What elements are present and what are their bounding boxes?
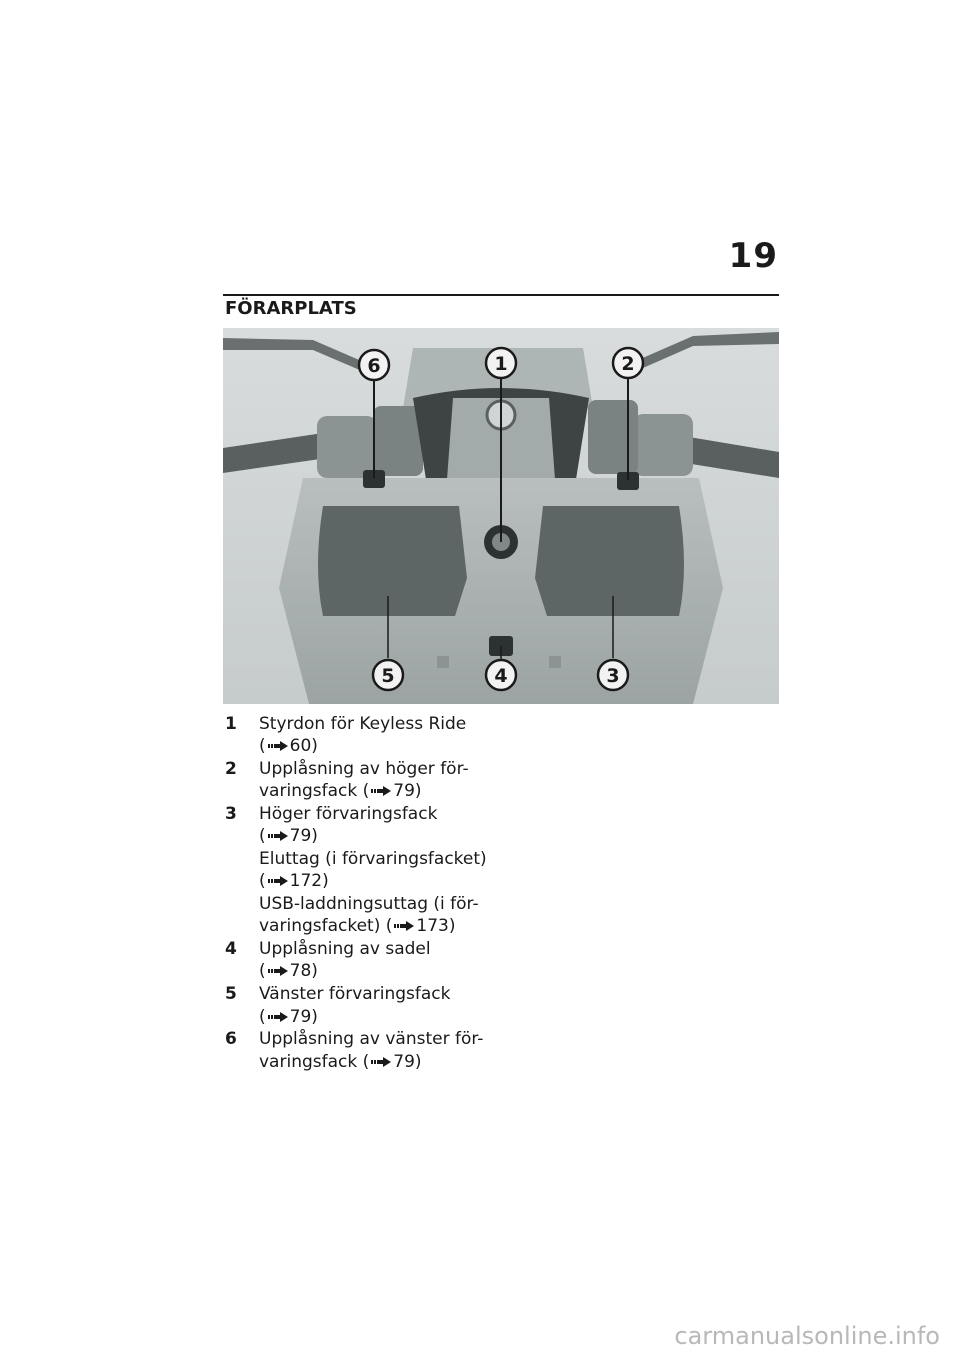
page-reference-arrow-icon	[394, 915, 414, 937]
page-reference-arrow-icon	[371, 780, 391, 802]
reference-page[interactable]: 78)	[289, 961, 318, 982]
legend-item-reference	[259, 1006, 515, 1029]
callout-3	[598, 660, 628, 690]
legend-item-text: Styrdon för Keyless Ride	[259, 714, 467, 734]
reference-prefix: (	[259, 1006, 266, 1027]
svg-text:6: 6	[367, 355, 381, 377]
legend-item-reference	[259, 915, 515, 938]
legend-item-reference	[259, 780, 515, 803]
legend-item-text: USB-laddningsuttag (i för-	[259, 894, 479, 915]
reference-prefix: varingsfack (	[259, 1051, 370, 1072]
legend-item-number: 1	[225, 714, 237, 734]
legend-item	[225, 713, 515, 758]
reference-prefix: (	[259, 736, 266, 757]
reference-page[interactable]: 173)	[416, 916, 456, 937]
callout-6	[359, 350, 389, 380]
watermark: carmanualsonline.info	[674, 1322, 940, 1350]
legend-item-number: 4	[225, 939, 237, 960]
svg-text:1: 1	[494, 353, 508, 375]
legend-item-reference	[259, 870, 515, 893]
legend-item-text: Höger förvaringsfack	[259, 804, 438, 825]
legend-item	[225, 983, 515, 1028]
svg-text:4: 4	[494, 665, 508, 687]
reference-prefix: (	[259, 826, 266, 847]
legend-item	[225, 1028, 515, 1073]
callout-1	[486, 348, 516, 378]
svg-text:3: 3	[606, 665, 620, 687]
svg-text:2: 2	[621, 353, 635, 375]
legend-item-number: 6	[225, 1029, 237, 1050]
reference-page[interactable]: 60)	[289, 736, 318, 757]
reference-prefix: varingsfack (	[259, 781, 370, 802]
callout-2	[613, 348, 643, 378]
page-reference-arrow-icon	[268, 870, 288, 892]
legend-item-text: Upplåsning av höger för-	[259, 759, 469, 780]
page-reference-arrow-icon	[268, 825, 288, 847]
page-number: 19	[728, 236, 778, 276]
legend-item-text: Vänster förvaringsfack	[259, 984, 451, 1005]
legend-item-reference	[259, 960, 515, 983]
legend-item-text: Eluttag (i förvaringsfacket)	[259, 849, 487, 870]
reference-prefix: (	[259, 961, 266, 982]
svg-text:5: 5	[381, 665, 395, 687]
page-reference-arrow-icon	[268, 1006, 288, 1028]
legend-item-text: Upplåsning av vänster för-	[259, 1029, 484, 1050]
legend-item	[225, 803, 515, 938]
section-title: FÖRARPLATS	[225, 298, 357, 319]
callout-5	[373, 660, 403, 690]
page-reference-arrow-icon	[371, 1051, 391, 1073]
legend-item-number: 2	[225, 759, 237, 780]
reference-prefix: (	[259, 871, 266, 892]
legend-item-reference	[259, 735, 515, 758]
reference-page[interactable]: 172)	[289, 871, 329, 892]
reference-page[interactable]: 79)	[393, 781, 422, 802]
page-reference-arrow-icon	[268, 735, 288, 757]
legend-item	[225, 758, 515, 803]
callout-4	[486, 660, 516, 690]
header-rule	[223, 294, 779, 296]
legend-item	[225, 938, 515, 983]
rider-cockpit-illustration	[223, 328, 779, 704]
page-reference-arrow-icon	[268, 960, 288, 982]
legend-item-reference	[259, 825, 515, 848]
legend-item-number: 5	[225, 984, 237, 1005]
legend-item-reference	[259, 1051, 515, 1074]
legend-item-text: Upplåsning av sadel	[259, 939, 431, 960]
reference-prefix: varingsfacket) (	[259, 916, 393, 937]
reference-page[interactable]: 79)	[289, 1006, 318, 1027]
legend-list	[225, 713, 515, 1073]
reference-page[interactable]: 79)	[289, 826, 318, 847]
reference-page[interactable]: 79)	[393, 1051, 422, 1072]
legend-item-number: 3	[225, 804, 237, 825]
